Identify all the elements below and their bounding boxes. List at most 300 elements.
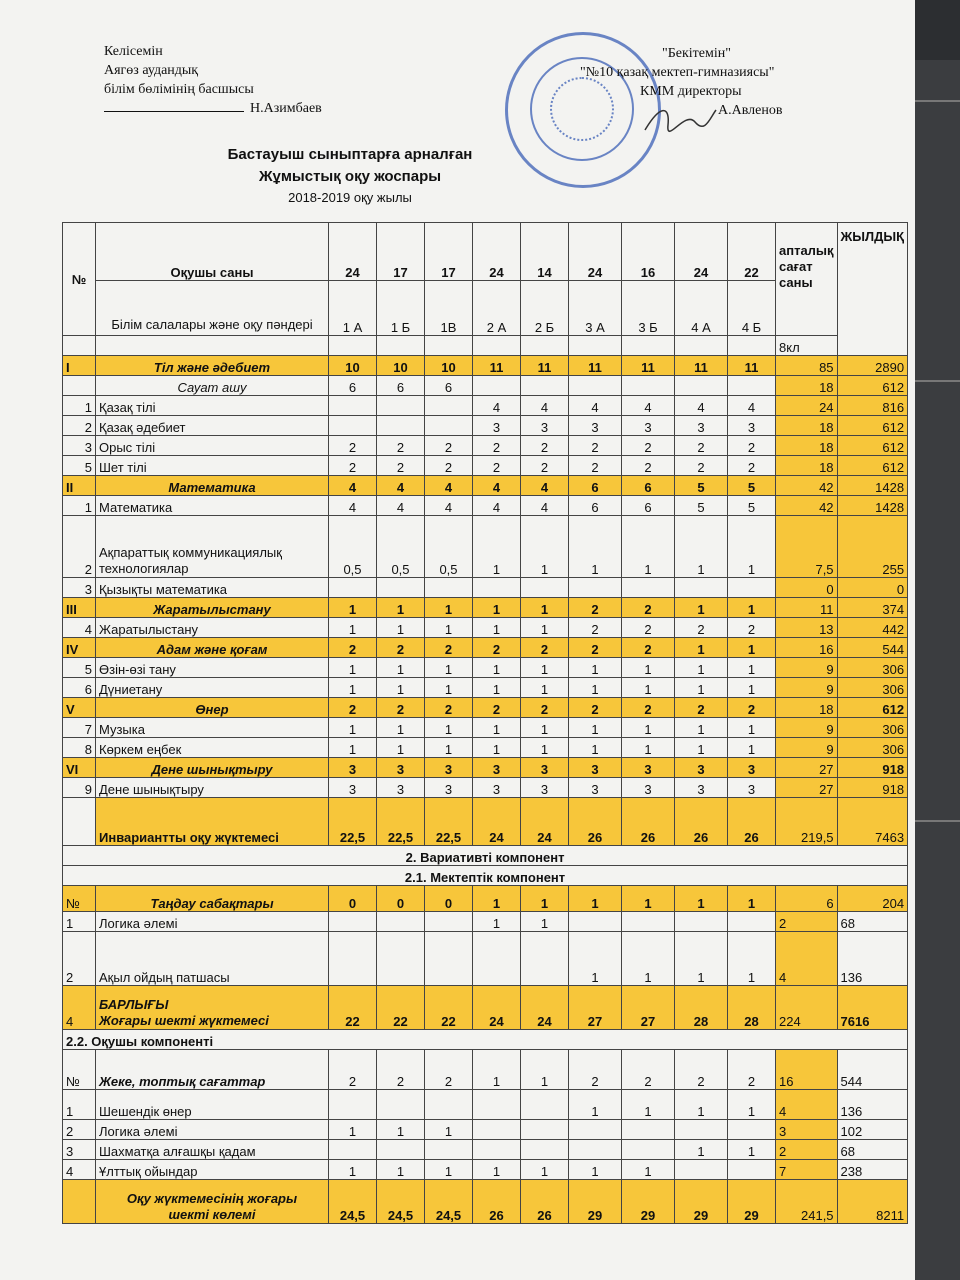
hours-cell: 2 [377,638,425,658]
table-row [63,718,908,738]
hours-cell: 27 [569,986,622,1030]
hours-cell: 22,5 [329,798,377,846]
section-row [63,866,908,886]
yearly-total: 1428 [837,496,908,516]
hours-cell: 1 [425,598,473,618]
subject-name: Ақпараттық коммуникациялық технологиялар [96,516,329,578]
hours-cell [569,578,622,598]
row-number: 2 [63,416,96,436]
weekly-total: 27 [776,778,838,798]
hours-cell: 29 [728,1180,776,1224]
hours-cell: 1 [569,678,622,698]
subject-name [96,986,329,1030]
class-label: 2 Б [521,281,569,336]
table-row [63,912,908,932]
hours-cell: 11 [622,356,675,376]
hours-cell: 1 [329,678,377,698]
weekly-total: 18 [776,376,838,396]
table-row [63,758,908,778]
yearly-total: 612 [837,698,908,718]
hours-cell: 4 [329,476,377,496]
weekly-total: 18 [776,436,838,456]
hours-cell: 29 [622,1180,675,1224]
hours-cell: 4 [473,496,521,516]
hours-cell: 1 [728,658,776,678]
table-row [63,1120,908,1140]
section-row [63,1030,908,1050]
yearly-total: 612 [837,376,908,396]
hours-cell: 5 [728,476,776,496]
hours-cell: 2 [569,1050,622,1090]
table-row [63,496,908,516]
hours-cell: 1 [569,886,622,912]
left-signer: Н.Азимбаев [250,101,322,116]
subject-name: Адам және қоғам [96,638,329,658]
yearly-total: 816 [837,396,908,416]
row-number: № [63,886,96,912]
hours-cell: 1 [622,932,675,986]
subject-name [96,1180,329,1224]
table-row [63,1140,908,1160]
hours-cell: 24 [521,986,569,1030]
student-count: 24 [473,223,521,281]
hours-cell: 1 [377,718,425,738]
hours-cell: 1 [521,516,569,578]
blank-cell [675,336,728,356]
row-number: I [63,356,96,376]
hours-cell: 3 [728,758,776,778]
hours-cell [425,1140,473,1160]
hours-cell [521,1140,569,1160]
subject-name: Дүниетану [96,678,329,698]
hours-cell [425,912,473,932]
hours-cell [329,578,377,598]
hours-cell: 2 [425,698,473,718]
hours-cell [728,578,776,598]
row-number: IV [63,638,96,658]
subject-name: Тіл және әдебиет [96,356,329,376]
weekly-total: 16 [776,1050,838,1090]
row-number: 3 [63,1140,96,1160]
variative-component-header: 2. Вариативті компонент [63,846,908,866]
hours-cell: 2 [622,698,675,718]
hours-cell: 1 [675,658,728,678]
hours-cell [425,932,473,986]
hours-cell: 2 [675,618,728,638]
hours-cell [329,932,377,986]
table-row [63,1090,908,1120]
hours-cell: 24 [473,986,521,1030]
hours-cell [728,912,776,932]
hours-cell [425,578,473,598]
weekly-total: 6 [776,886,838,912]
hours-cell: 2 [329,436,377,456]
hours-cell: 1 [675,1140,728,1160]
hours-cell: 2 [521,638,569,658]
weekly-total: 9 [776,738,838,758]
weekly-total: 2 [776,912,838,932]
hours-cell [622,1120,675,1140]
hours-cell: 2 [521,698,569,718]
hours-cell: 2 [728,618,776,638]
yearly-total: 306 [837,738,908,758]
hours-cell [329,1140,377,1160]
student-count: 17 [425,223,473,281]
hours-cell [675,1160,728,1180]
blank-cell [425,336,473,356]
hours-cell: 1 [728,1140,776,1160]
hours-cell: 1 [329,658,377,678]
right-line-3: КММ директоры [640,84,742,99]
hours-cell [675,1120,728,1140]
hours-cell: 22,5 [425,798,473,846]
yearly-total: 306 [837,678,908,698]
yearly-total: 0 [837,578,908,598]
hours-cell: 1 [377,1120,425,1140]
left-line-1: Келісемін [104,44,163,59]
hours-cell: 1 [329,1120,377,1140]
hours-cell: 1 [473,738,521,758]
hours-cell: 1 [622,886,675,912]
hours-cell [377,416,425,436]
row-number: 4 [63,986,96,1030]
subject-name: Өнер [96,698,329,718]
student-component-header: 2.2. Оқушы компоненті [63,1030,908,1050]
section-row [63,846,908,866]
hours-cell: 1 [425,658,473,678]
hours-cell [377,932,425,986]
class-label: 1В [425,281,473,336]
yearly-total: 238 [837,1160,908,1180]
weekly-total: 3 [776,1120,838,1140]
hours-cell: 11 [569,356,622,376]
hours-cell: 10 [377,356,425,376]
row-number: III [63,598,96,618]
table-row [63,778,908,798]
row-number: 1 [63,396,96,416]
subject-name: Дене шынықтыру [96,758,329,778]
header-no: № [63,223,96,336]
yearly-total: 612 [837,456,908,476]
subject-name: Шет тілі [96,456,329,476]
table-row [63,618,908,638]
hours-cell [473,932,521,986]
row-number: 7 [63,718,96,738]
hours-cell: 1 [521,718,569,738]
hours-cell: 3 [521,778,569,798]
hours-cell [329,912,377,932]
hours-cell [622,578,675,598]
hours-cell: 1 [473,1160,521,1180]
subject-name: Музыка [96,718,329,738]
hours-cell [622,1140,675,1160]
hours-cell: 1 [425,1160,473,1180]
hours-cell: 1 [728,638,776,658]
hours-cell: 1 [569,516,622,578]
weekly-total: 9 [776,658,838,678]
left-signature-row [104,99,322,118]
hours-cell: 2 [622,456,675,476]
weekly-total: 9 [776,678,838,698]
hours-cell: 1 [473,658,521,678]
hours-cell: 0,5 [425,516,473,578]
hours-cell: 1 [622,678,675,698]
header-students: Оқушы саны [96,223,329,281]
yearly-total: 255 [837,516,908,578]
hours-cell: 3 [473,416,521,436]
header-weekly-hours: апталық сағат саны [776,223,838,336]
yearly-total: 306 [837,658,908,678]
table-row [63,578,908,598]
hours-cell: 2 [675,698,728,718]
hours-cell: 4 [521,476,569,496]
row-number: 3 [63,578,96,598]
edge-stripe [910,820,960,822]
hours-cell: 1 [473,678,521,698]
hours-cell: 6 [569,496,622,516]
max-load-row [63,986,908,1030]
hours-cell: 1 [425,718,473,738]
hours-cell: 1 [675,598,728,618]
hours-cell [329,416,377,436]
hours-cell: 1 [569,738,622,758]
hours-cell: 6 [329,376,377,396]
hours-cell: 1 [521,738,569,758]
hours-cell: 2 [622,1050,675,1090]
hours-cell: 11 [473,356,521,376]
table-row [63,376,908,396]
class-label: 2 А [473,281,521,336]
hours-cell: 1 [622,516,675,578]
weekly-total: 7 [776,1160,838,1180]
hours-cell: 2 [377,456,425,476]
student-count: 16 [622,223,675,281]
hours-cell: 1 [329,618,377,638]
table-row [63,638,908,658]
weekly-total: 4 [776,1090,838,1120]
hours-cell: 26 [622,798,675,846]
hours-cell: 1 [377,618,425,638]
blank-cell [63,336,96,356]
blank-cell [377,336,425,356]
hours-cell: 4 [675,396,728,416]
left-line-2: Аягөз аудандық [104,63,199,78]
yearly-total: 136 [837,932,908,986]
final-row [63,1180,908,1224]
student-count: 24 [675,223,728,281]
hours-cell: 11 [521,356,569,376]
hours-cell: 2 [329,1050,377,1090]
subject-name: Ақыл ойдың патшасы [96,932,329,986]
approval-block-left [104,42,322,118]
class-label: 3 Б [622,281,675,336]
hours-cell: 3 [377,758,425,778]
row-number: 4 [63,618,96,638]
hours-cell: 2 [569,436,622,456]
hours-cell: 2 [622,638,675,658]
hours-cell: 1 [728,1090,776,1120]
hours-cell: 2 [569,456,622,476]
hours-cell: 0,5 [377,516,425,578]
student-count: 14 [521,223,569,281]
table-row [63,1160,908,1180]
hours-cell: 3 [377,778,425,798]
hours-cell: 29 [675,1180,728,1224]
hours-cell [569,912,622,932]
blank-cell [473,336,521,356]
doc-year: 2018-2019 оқу жылы [288,190,412,205]
row-number [63,376,96,396]
hours-cell: 0,5 [329,516,377,578]
row-number: 1 [63,496,96,516]
row-number: 1 [63,912,96,932]
yearly-total: 68 [837,1140,908,1160]
hours-cell: 2 [473,436,521,456]
blank-cell [521,336,569,356]
yearly-total: 544 [837,1050,908,1090]
hours-cell: 0 [329,886,377,912]
hours-cell: 6 [377,376,425,396]
student-count: 22 [728,223,776,281]
hours-cell: 22 [329,986,377,1030]
yearly-total: 612 [837,436,908,456]
weekly-total: 241,5 [776,1180,838,1224]
hours-cell [521,1120,569,1140]
hours-cell: 1 [569,932,622,986]
hours-cell: 5 [728,496,776,516]
hours-cell: 2 [622,618,675,638]
hours-cell [675,578,728,598]
edge-stripe [910,100,960,102]
yearly-total: 306 [837,718,908,738]
hours-cell: 2 [473,698,521,718]
table-row [63,516,908,578]
hours-cell [521,578,569,598]
hours-cell: 4 [377,476,425,496]
subject-name: Жеке, топтық сағаттар [96,1050,329,1090]
hours-cell: 24 [521,798,569,846]
hours-cell: 24,5 [377,1180,425,1224]
hours-cell [377,578,425,598]
row-number: 5 [63,658,96,678]
subject-name: Логика әлемі [96,912,329,932]
hours-cell [425,1090,473,1120]
table-row [63,416,908,436]
hours-cell [569,376,622,396]
hours-cell: 28 [728,986,776,1030]
hours-cell: 2 [569,698,622,718]
weekly-total: 85 [776,356,838,376]
subject-name: Көркем еңбек [96,738,329,758]
subject-name: Инвариантты оқу жүктемесі [96,798,329,846]
row-number: № [63,1050,96,1090]
individual-row [63,1050,908,1090]
hours-cell: 22,5 [377,798,425,846]
hours-cell [329,396,377,416]
school-component-header: 2.1. Мектептік компонент [63,866,908,886]
row-number: 9 [63,778,96,798]
row-number: 5 [63,456,96,476]
row-number: 2 [63,516,96,578]
hours-cell: 2 [622,598,675,618]
hours-cell: 24,5 [425,1180,473,1224]
subject-name: Қазақ тілі [96,396,329,416]
weekly-total: 2 [776,1140,838,1160]
hours-cell: 3 [473,758,521,778]
hours-cell: 2 [425,436,473,456]
hours-cell: 1 [329,1160,377,1180]
yearly-total: 918 [837,778,908,798]
hours-cell: 3 [622,758,675,778]
header-8kl: 8кл [776,336,838,356]
hours-cell: 4 [521,396,569,416]
hours-cell: 1 [329,598,377,618]
hours-cell: 6 [425,376,473,396]
hours-cell: 4 [569,396,622,416]
class-label: 1 Б [377,281,425,336]
hours-cell: 1 [425,1120,473,1140]
hours-cell: 2 [473,638,521,658]
hours-cell: 1 [377,738,425,758]
hours-cell [521,1090,569,1120]
hours-cell: 11 [728,356,776,376]
weekly-total: 42 [776,476,838,496]
yearly-total: 136 [837,1090,908,1120]
blank-cell [329,336,377,356]
hours-cell: 1 [521,658,569,678]
class-label: 3 А [569,281,622,336]
subject-name: Логика әлемі [96,1120,329,1140]
weekly-total: 7,5 [776,516,838,578]
subject-name: Орыс тілі [96,436,329,456]
hours-cell: 1 [521,912,569,932]
table-row [63,698,908,718]
hours-cell: 1 [473,516,521,578]
subject-name: Математика [96,496,329,516]
hours-cell [377,1090,425,1120]
row-number: 2 [63,932,96,986]
hours-cell [473,1120,521,1140]
yearly-total: 442 [837,618,908,638]
hours-cell [473,376,521,396]
hours-cell: 1 [622,1160,675,1180]
edge-stripe [910,380,960,382]
hours-cell: 2 [377,436,425,456]
hours-cell [377,912,425,932]
student-count: 17 [377,223,425,281]
final-line1: Оқу жүктемесінің жоғары [126,1191,298,1206]
right-signer: А.Авленов [718,103,783,118]
hours-cell: 2 [569,618,622,638]
hours-cell: 1 [569,1090,622,1120]
yearly-total: 918 [837,758,908,778]
table-row [63,932,908,986]
hours-cell: 3 [569,778,622,798]
hours-cell: 1 [377,678,425,698]
hours-cell: 24 [473,798,521,846]
hours-cell: 3 [675,416,728,436]
weekly-total: 42 [776,496,838,516]
weekly-total: 16 [776,638,838,658]
hours-cell: 4 [329,496,377,516]
weekly-total: 11 [776,598,838,618]
hours-cell: 10 [329,356,377,376]
hours-cell: 2 [569,598,622,618]
final-line2: шекті көлемі [168,1207,256,1222]
hours-cell: 4 [473,396,521,416]
row-number: II [63,476,96,496]
hours-cell: 26 [728,798,776,846]
